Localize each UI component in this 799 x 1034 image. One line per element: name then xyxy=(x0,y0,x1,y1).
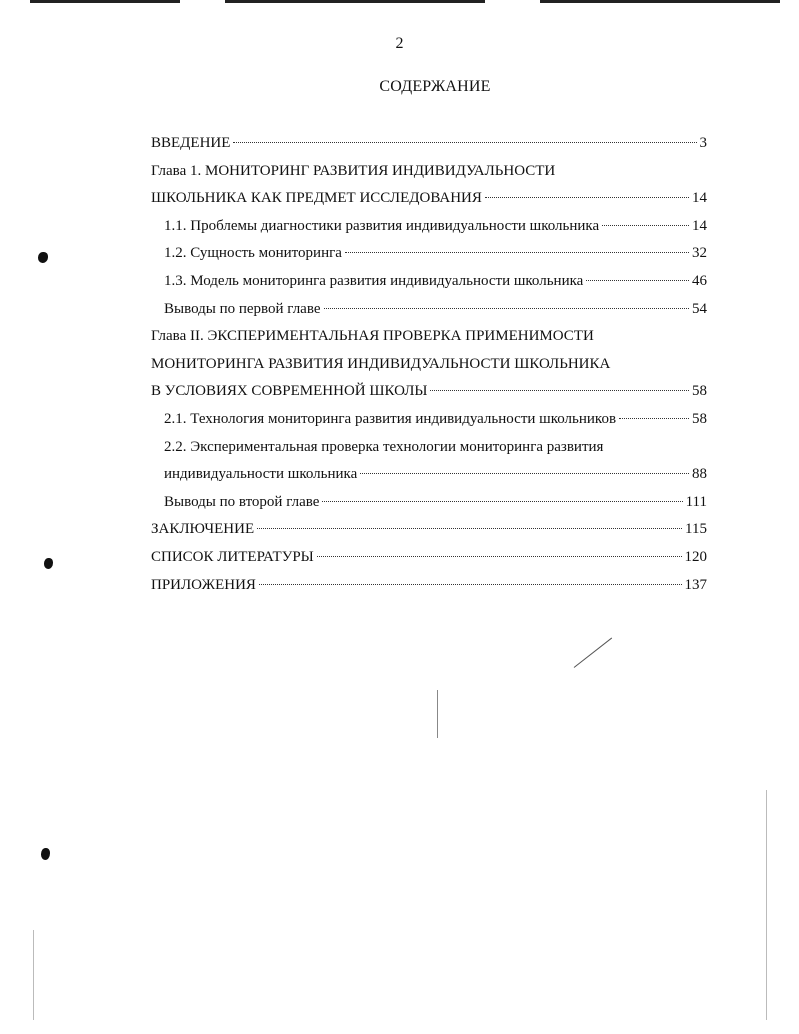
toc-entry-title: Глава II. ЭКСПЕРИМЕНТАЛЬНАЯ ПРОВЕРКА ПРИМЕНИМОСТИ xyxy=(151,328,594,345)
toc-dot-leader xyxy=(619,418,689,419)
toc-entry xyxy=(151,323,707,351)
toc-entry-title: В УСЛОВИЯХ СОВРЕМЕННОЙ ШКОЛЫ xyxy=(151,383,428,400)
toc-page-number: 120 xyxy=(684,548,707,565)
toc-dot-leader xyxy=(602,225,689,226)
toc-entry xyxy=(151,516,707,544)
scan-scratch-vertical xyxy=(437,690,438,738)
toc-dot-leader xyxy=(259,584,682,585)
toc-page-number: 58 xyxy=(692,410,707,427)
toc-dot-leader xyxy=(257,528,682,529)
scan-scratch-diagonal xyxy=(574,638,612,668)
scan-speck-2 xyxy=(44,558,53,569)
scan-edge-left xyxy=(33,930,34,1020)
toc-entry xyxy=(151,351,707,379)
toc-dot-leader xyxy=(233,142,696,143)
scan-speck-3 xyxy=(41,848,50,860)
toc-page-number: 88 xyxy=(692,466,707,483)
toc-entry xyxy=(151,544,707,572)
table-of-contents xyxy=(151,130,707,599)
toc-entry xyxy=(151,434,707,462)
toc-page-number: 58 xyxy=(692,383,707,400)
toc-entry-title: 2.1. Технология мониторинга развития индивидуальности школьников xyxy=(164,410,617,427)
toc-page-number: 14 xyxy=(692,217,707,234)
toc-entry-title: ВВЕДЕНИЕ xyxy=(151,135,231,151)
toc-page-number: 115 xyxy=(685,521,707,538)
page-title: СОДЕРЖАНИЕ xyxy=(379,78,491,95)
toc-entry-title: индивидуальности школьника xyxy=(164,466,358,483)
toc-entry xyxy=(151,378,707,406)
toc-entry xyxy=(151,130,707,158)
page-number: 2 xyxy=(395,35,404,52)
scan-edge-right xyxy=(766,790,767,1020)
toc-entry xyxy=(151,296,707,324)
toc-entry xyxy=(151,185,707,213)
toc-entry-title: 1.1. Проблемы диагностики развития индивидуальности школьника xyxy=(164,217,600,234)
toc-dot-leader xyxy=(322,501,682,502)
toc-entry xyxy=(151,406,707,434)
toc-page-number: 54 xyxy=(692,300,707,317)
toc-page-number: 32 xyxy=(692,245,707,262)
toc-dot-leader xyxy=(345,252,689,253)
toc-page-number: 3 xyxy=(699,135,707,151)
toc-page-number: 111 xyxy=(685,493,707,510)
toc-dot-leader xyxy=(360,473,689,474)
toc-entry-title: Глава 1. МОНИТОРИНГ РАЗВИТИЯ ИНДИВИДУАЛЬНОСТИ xyxy=(151,162,556,179)
toc-dot-leader xyxy=(430,390,689,391)
toc-entry xyxy=(151,489,707,517)
toc-dot-leader xyxy=(324,308,690,309)
toc-dot-leader xyxy=(317,556,682,557)
toc-entry xyxy=(151,572,707,600)
toc-entry xyxy=(151,461,707,489)
toc-entry xyxy=(151,240,707,268)
toc-entry-title: МОНИТОРИНГА РАЗВИТИЯ ИНДИВИДУАЛЬНОСТИ ШКОЛЬНИКА xyxy=(151,355,611,372)
toc-entry-title: ЗАКЛЮЧЕНИЕ xyxy=(151,521,255,538)
toc-page-number: 14 xyxy=(692,190,707,207)
toc-entry-title: 2.2. Экспериментальная проверка технологии мониторинга развития xyxy=(164,438,604,455)
toc-entry-title: ПРИЛОЖЕНИЯ xyxy=(151,576,256,593)
toc-entry xyxy=(151,158,707,186)
scan-edge-top-left xyxy=(30,0,180,3)
toc-dot-leader xyxy=(485,197,689,198)
toc-entry xyxy=(151,213,707,241)
toc-page-number: 137 xyxy=(684,576,707,593)
toc-entry-title: ШКОЛЬНИКА КАК ПРЕДМЕТ ИССЛЕДОВАНИЯ xyxy=(151,190,482,207)
toc-entry-title: СПИСОК ЛИТЕРАТУРЫ xyxy=(151,548,314,565)
toc-entry-title: 1.3. Модель мониторинга развития индивидуальности школьника xyxy=(164,272,584,289)
scan-speck-1 xyxy=(38,252,48,263)
toc-dot-leader xyxy=(586,280,689,281)
toc-page-number: 46 xyxy=(692,272,707,289)
scan-edge-top-right xyxy=(540,0,780,3)
toc-entry xyxy=(151,268,707,296)
toc-entry-title: Выводы по первой главе xyxy=(164,300,321,317)
scan-edge-top-middle xyxy=(225,0,485,3)
toc-entry-title: Выводы по второй главе xyxy=(164,493,320,510)
toc-entry-title: 1.2. Сущность мониторинга xyxy=(164,245,342,262)
